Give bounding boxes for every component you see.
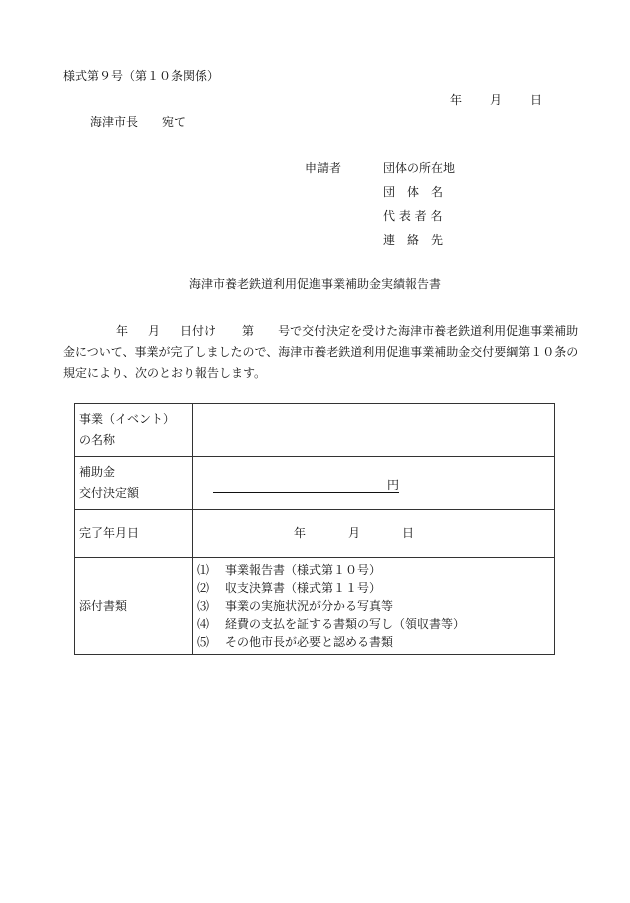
date-year: 年 <box>450 93 463 107</box>
body-number-prefix: 第 <box>242 324 255 338</box>
addressee: 海津市長 宛て <box>90 115 187 129</box>
attachment-number: ⑸ <box>197 635 210 649</box>
grant-amount-label <box>75 457 193 510</box>
attachment-item <box>197 615 550 633</box>
completion-date-value[interactable] <box>193 510 555 558</box>
table-row <box>75 457 555 510</box>
attachment-number: ⑶ <box>197 599 210 613</box>
body-main-text: 号で交付決定を受けた海津市養老鉄道利用促進事業補助金について、事業が完了しましたので、海津市養老鉄道利用促進事業補助金交付要綱第１０条の規定により、次のとおり報告します。 <box>63 324 579 380</box>
date-line <box>450 92 542 108</box>
completion-month: 月 <box>348 526 361 540</box>
attachment-number: ⑵ <box>197 581 210 595</box>
date-month: 月 <box>490 93 503 107</box>
body-paragraph <box>63 321 583 384</box>
applicant-label: 申請者 <box>305 161 342 175</box>
applicant-representative-label: 代 表 者 名 <box>383 209 443 223</box>
attachment-number: ⑴ <box>197 563 210 577</box>
table-row <box>75 558 555 655</box>
grant-amount-label-line2: 交付決定額 <box>79 486 140 500</box>
table-row <box>75 510 555 558</box>
attachments-list <box>193 558 555 655</box>
event-name-value[interactable] <box>193 404 555 457</box>
attachments-label: 添付書類 <box>75 558 193 655</box>
attachment-text: 事業の実施状況が分かる写真等 <box>225 599 394 613</box>
form-number: 様式第９号（第１０条関係） <box>63 69 220 83</box>
completion-year: 年 <box>294 526 307 540</box>
report-table <box>74 403 555 655</box>
table-row <box>75 404 555 457</box>
attachment-item <box>197 633 550 651</box>
event-name-label-line1: 事業（イベント） <box>79 412 176 426</box>
applicant-address-label: 団体の所在地 <box>383 161 456 175</box>
attachment-number: ⑷ <box>197 617 210 631</box>
date-day: 日 <box>530 93 543 107</box>
attachment-text: 経費の支払を証する書類の写し（領収書等） <box>225 617 466 631</box>
attachment-item <box>197 579 550 597</box>
attachment-item <box>197 561 550 579</box>
applicant-group-name-label: 団 体 名 <box>383 185 444 199</box>
grant-amount-value[interactable] <box>193 457 555 510</box>
body-year: 年 <box>116 324 129 338</box>
completion-date-label: 完了年月日 <box>75 510 193 558</box>
grant-amount-currency: 円 <box>213 478 399 493</box>
body-dated: 日付け <box>180 324 217 338</box>
event-name-label-line2: の名称 <box>79 433 116 447</box>
attachment-text: その他市長が必要と認める書類 <box>225 635 394 649</box>
grant-amount-label-line1: 補助金 <box>79 465 116 479</box>
attachment-text: 事業報告書（様式第１０号） <box>225 563 382 577</box>
document-title: 海津市養老鉄道利用促進事業補助金実績報告書 <box>188 277 441 291</box>
body-month: 月 <box>148 324 161 338</box>
completion-day: 日 <box>402 526 415 540</box>
applicant-contact-label: 連 絡 先 <box>383 233 444 247</box>
event-name-label <box>75 404 193 457</box>
attachment-text: 収支決算書（様式第１１号） <box>225 581 382 595</box>
attachment-item <box>197 597 550 615</box>
